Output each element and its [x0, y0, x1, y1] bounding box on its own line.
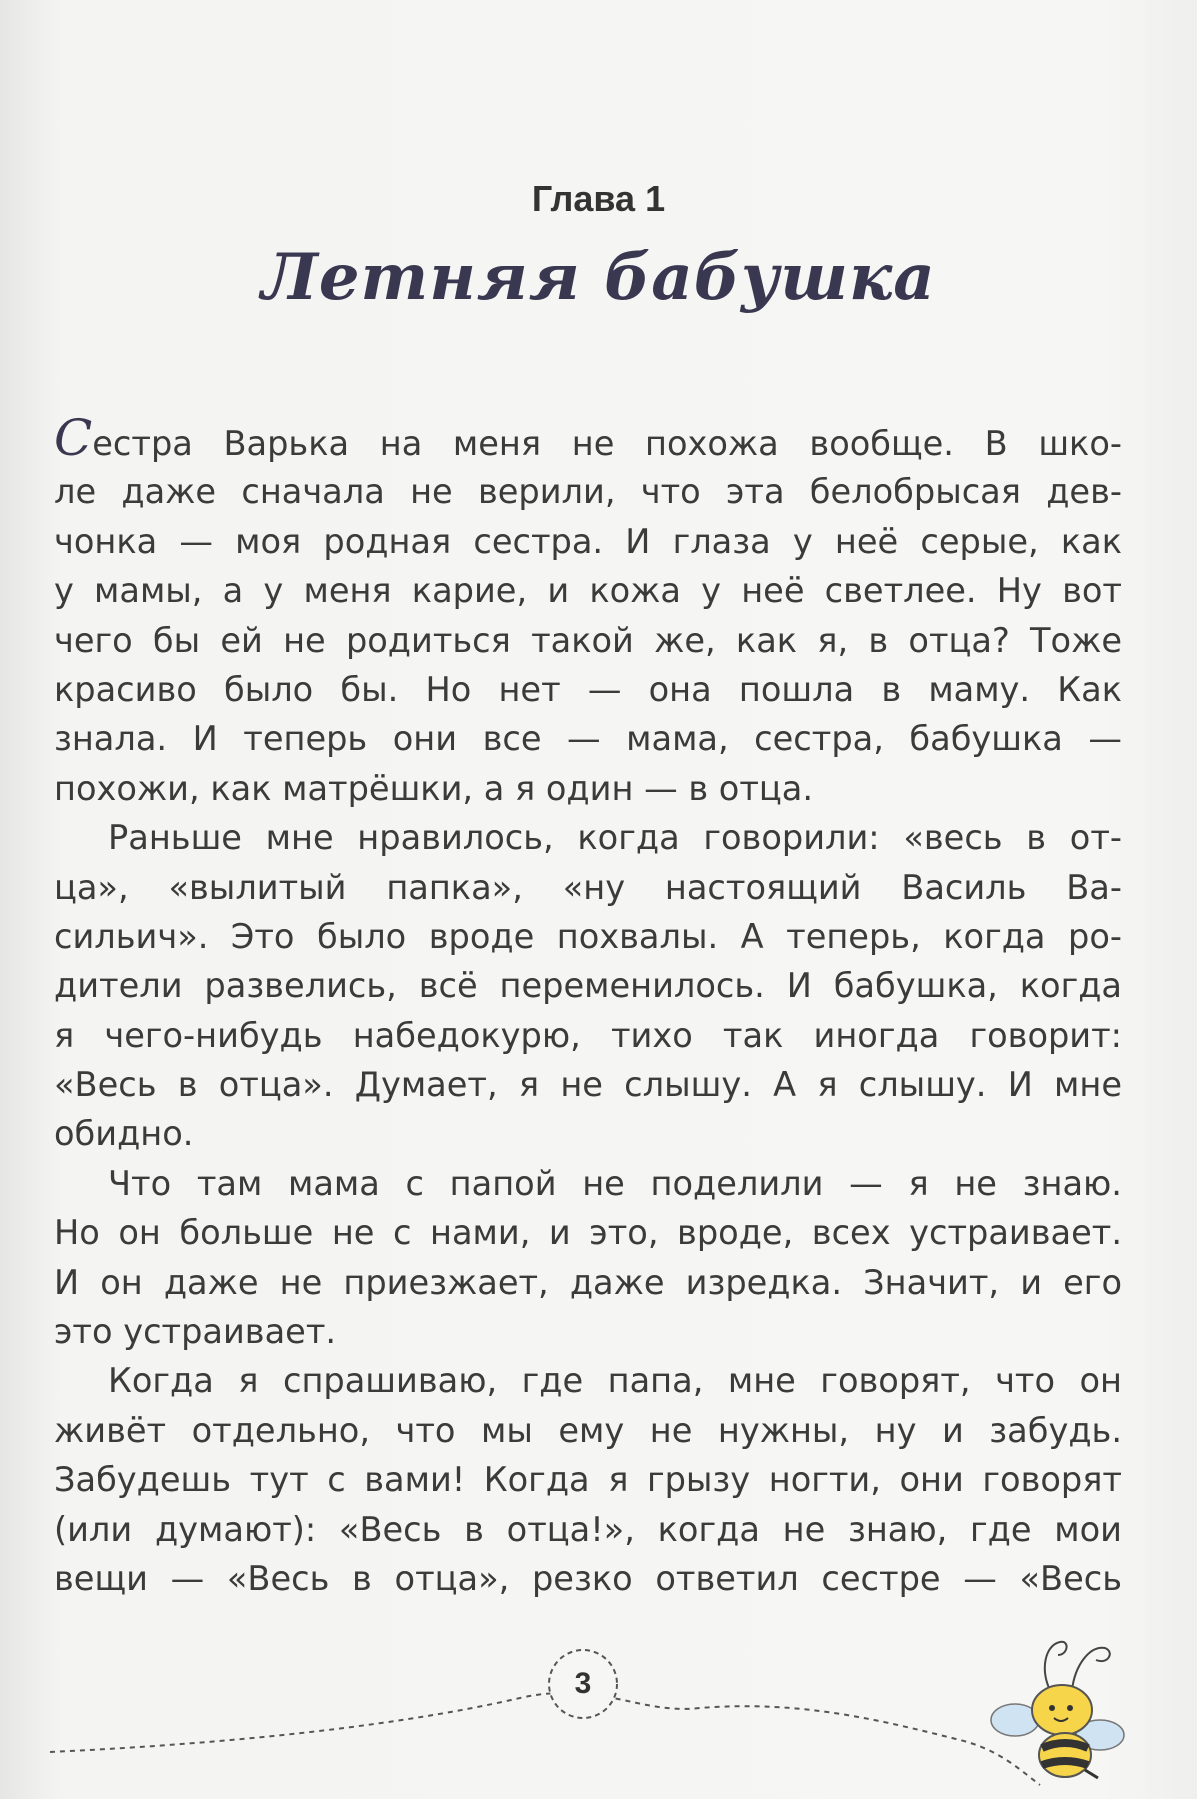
text-line: [54, 912, 1122, 961]
text-line-content: ле даже сначала не верили, что эта белобрысая дев-: [54, 472, 1122, 512]
text-line-content: «Весь в отца». Думает, я не слышу. А я слышу. И мне: [54, 1065, 1122, 1105]
dashed-path: [50, 1693, 1040, 1785]
text-line: [54, 1208, 1122, 1257]
text-line: [54, 1109, 1122, 1158]
text-line: [54, 517, 1122, 566]
text-line: [54, 1060, 1122, 1109]
bee-icon: [991, 1642, 1124, 1778]
text-line-content: живёт отдельно, что мы ему не нужны, ну и забудь.: [54, 1410, 1122, 1450]
text-line: [54, 961, 1122, 1010]
text-line-content: у мамы, а у меня карие, и кожа у неё светлее. Ну вот: [54, 571, 1122, 611]
text-line-content: чего бы ей не родиться такой же, как я, в отца? Тоже: [54, 620, 1122, 660]
text-line-content: вещи — «Весь в отца», резко ответил сестре — «Весь: [54, 1558, 1122, 1598]
text-line-content: Раньше мне нравилось, когда говорили: «весь в от-: [108, 818, 1122, 858]
text-line-content: Что там мама с папой не поделили — я не знаю.: [108, 1163, 1122, 1203]
chapter-label: Глава 1: [531, 178, 666, 219]
text-line: [54, 1505, 1122, 1554]
text-line-content: красиво было бы. Но нет — она пошла в маму. Как: [54, 669, 1122, 709]
text-line: [54, 813, 1122, 862]
chapter-title: Летняя бабушка: [261, 240, 936, 315]
text-line-content: знала. И теперь они все — мама, сестра, бабушка —: [54, 719, 1122, 759]
text-line-content: (или думают): «Весь в отца!», когда не знаю, где мои: [54, 1509, 1122, 1549]
text-line-content: ца», «вылитый папка», «ну настоящий Василь Ва-: [54, 867, 1122, 907]
text-line-content: похожи, как матрёшки, а я один — в отца.: [54, 768, 814, 808]
text-line: [54, 1406, 1122, 1455]
text-line: [54, 1159, 1122, 1208]
text-line: [54, 616, 1122, 665]
text-line: [54, 1307, 1122, 1356]
text-line: [54, 1011, 1122, 1060]
text-line: [54, 409, 1122, 467]
text-line: [54, 1455, 1122, 1504]
text-line: [54, 764, 1122, 813]
text-line-content: Забудешь тут с вами! Когда я грызу ногти, они говорят: [54, 1460, 1122, 1500]
body-text: [54, 409, 1122, 1603]
text-line: [54, 1356, 1122, 1405]
text-line: [54, 566, 1122, 615]
text-line-content: И он даже не приезжает, даже изредка. Значит, и его: [54, 1262, 1122, 1302]
text-line-content: естра Варька на меня не похожа вообще. В шко-: [92, 424, 1122, 463]
footer-decoration: [0, 1620, 1197, 1799]
text-line-content: это устраивает.: [54, 1312, 337, 1352]
text-line-content: Когда я спрашиваю, где папа, мне говорят, что он: [108, 1361, 1122, 1401]
text-line-content: Но он больше не с нами, и это, вроде, всех устраивает.: [54, 1213, 1122, 1253]
text-line: [54, 665, 1122, 714]
text-line: [54, 467, 1122, 516]
text-line-content: обидно.: [54, 1114, 194, 1154]
text-line-content: я чего-нибудь набедокурю, тихо так иногда говорит:: [54, 1015, 1122, 1055]
text-line: [54, 1554, 1122, 1603]
drop-cap: С: [54, 409, 93, 467]
page-number: 3: [574, 1667, 592, 1700]
text-line: [54, 1258, 1122, 1307]
text-line: [54, 863, 1122, 912]
text-line: [54, 714, 1122, 763]
text-line-content: дители развелись, всё переменилось. И бабушка, когда: [54, 966, 1122, 1006]
text-line-content: чонка — моя родная сестра. И глаза у неё серые, как: [54, 521, 1122, 561]
text-line-content: сильич». Это было вроде похвалы. А теперь, когда ро-: [54, 916, 1122, 956]
